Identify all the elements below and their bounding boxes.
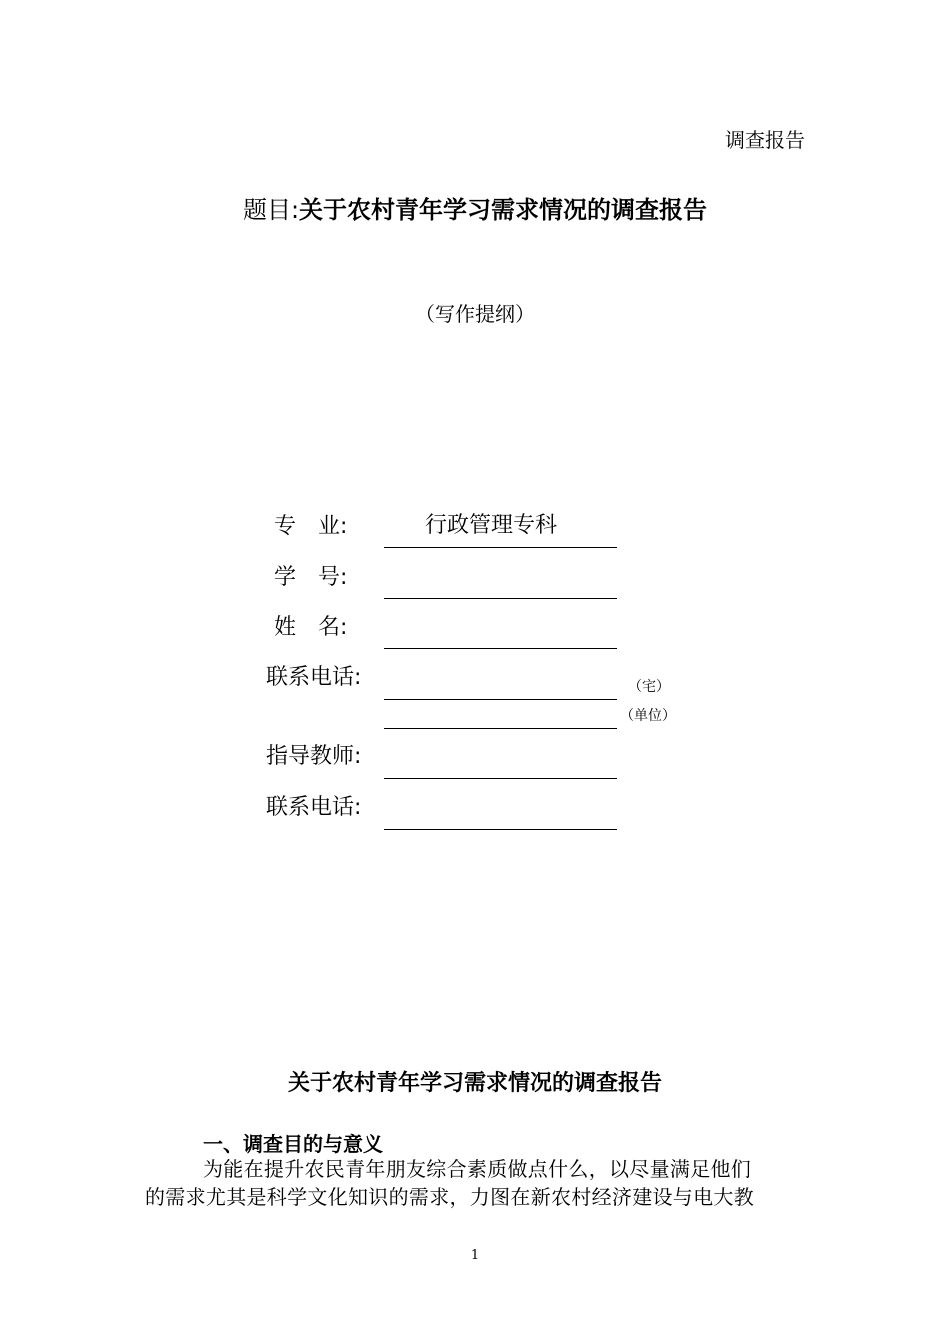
- major-label: 专 业:: [274, 514, 348, 539]
- phone-label: 联系电话:: [266, 665, 362, 690]
- home-phone-field-line[interactable]: [384, 699, 617, 700]
- report-title: 关于农村青年学习需求情况的调查报告: [287, 1071, 662, 1096]
- page-number: 1: [470, 1248, 480, 1263]
- student-id-field-line[interactable]: [384, 598, 617, 599]
- advisor-phone-field-line[interactable]: [384, 829, 617, 830]
- major-field-line[interactable]: [384, 547, 617, 548]
- major-value: 行政管理专科: [425, 513, 558, 538]
- student-id-label: 学 号:: [274, 565, 348, 590]
- section-heading: 一、调查目的与意义: [203, 1132, 383, 1156]
- name-field-line[interactable]: [384, 648, 617, 649]
- cover-subtitle: （写作提纲）: [415, 302, 535, 326]
- cover-title-prefix: 题目:: [242, 196, 300, 224]
- advisor-label: 指导教师:: [266, 744, 362, 769]
- name-label: 姓 名:: [274, 615, 348, 640]
- advisor-field-line[interactable]: [384, 778, 617, 779]
- home-phone-suffix: （宅）: [628, 679, 670, 695]
- cover-title-text: 关于农村青年学习需求情况的调查报告: [299, 196, 708, 224]
- paragraph-line-2: 的需求尤其是科学文化知识的需求，力图在新农村经济建设与电大教: [145, 1185, 754, 1209]
- work-phone-suffix: （单位）: [620, 708, 676, 724]
- work-phone-field-line[interactable]: [384, 728, 617, 729]
- cover-title: [0, 190, 950, 225]
- header-label: 调查报告: [725, 128, 805, 152]
- paragraph-line-1: 为能在提升农民青年朋友综合素质做点什么，以尽量满足他们: [203, 1157, 752, 1181]
- advisor-phone-label: 联系电话:: [266, 795, 362, 820]
